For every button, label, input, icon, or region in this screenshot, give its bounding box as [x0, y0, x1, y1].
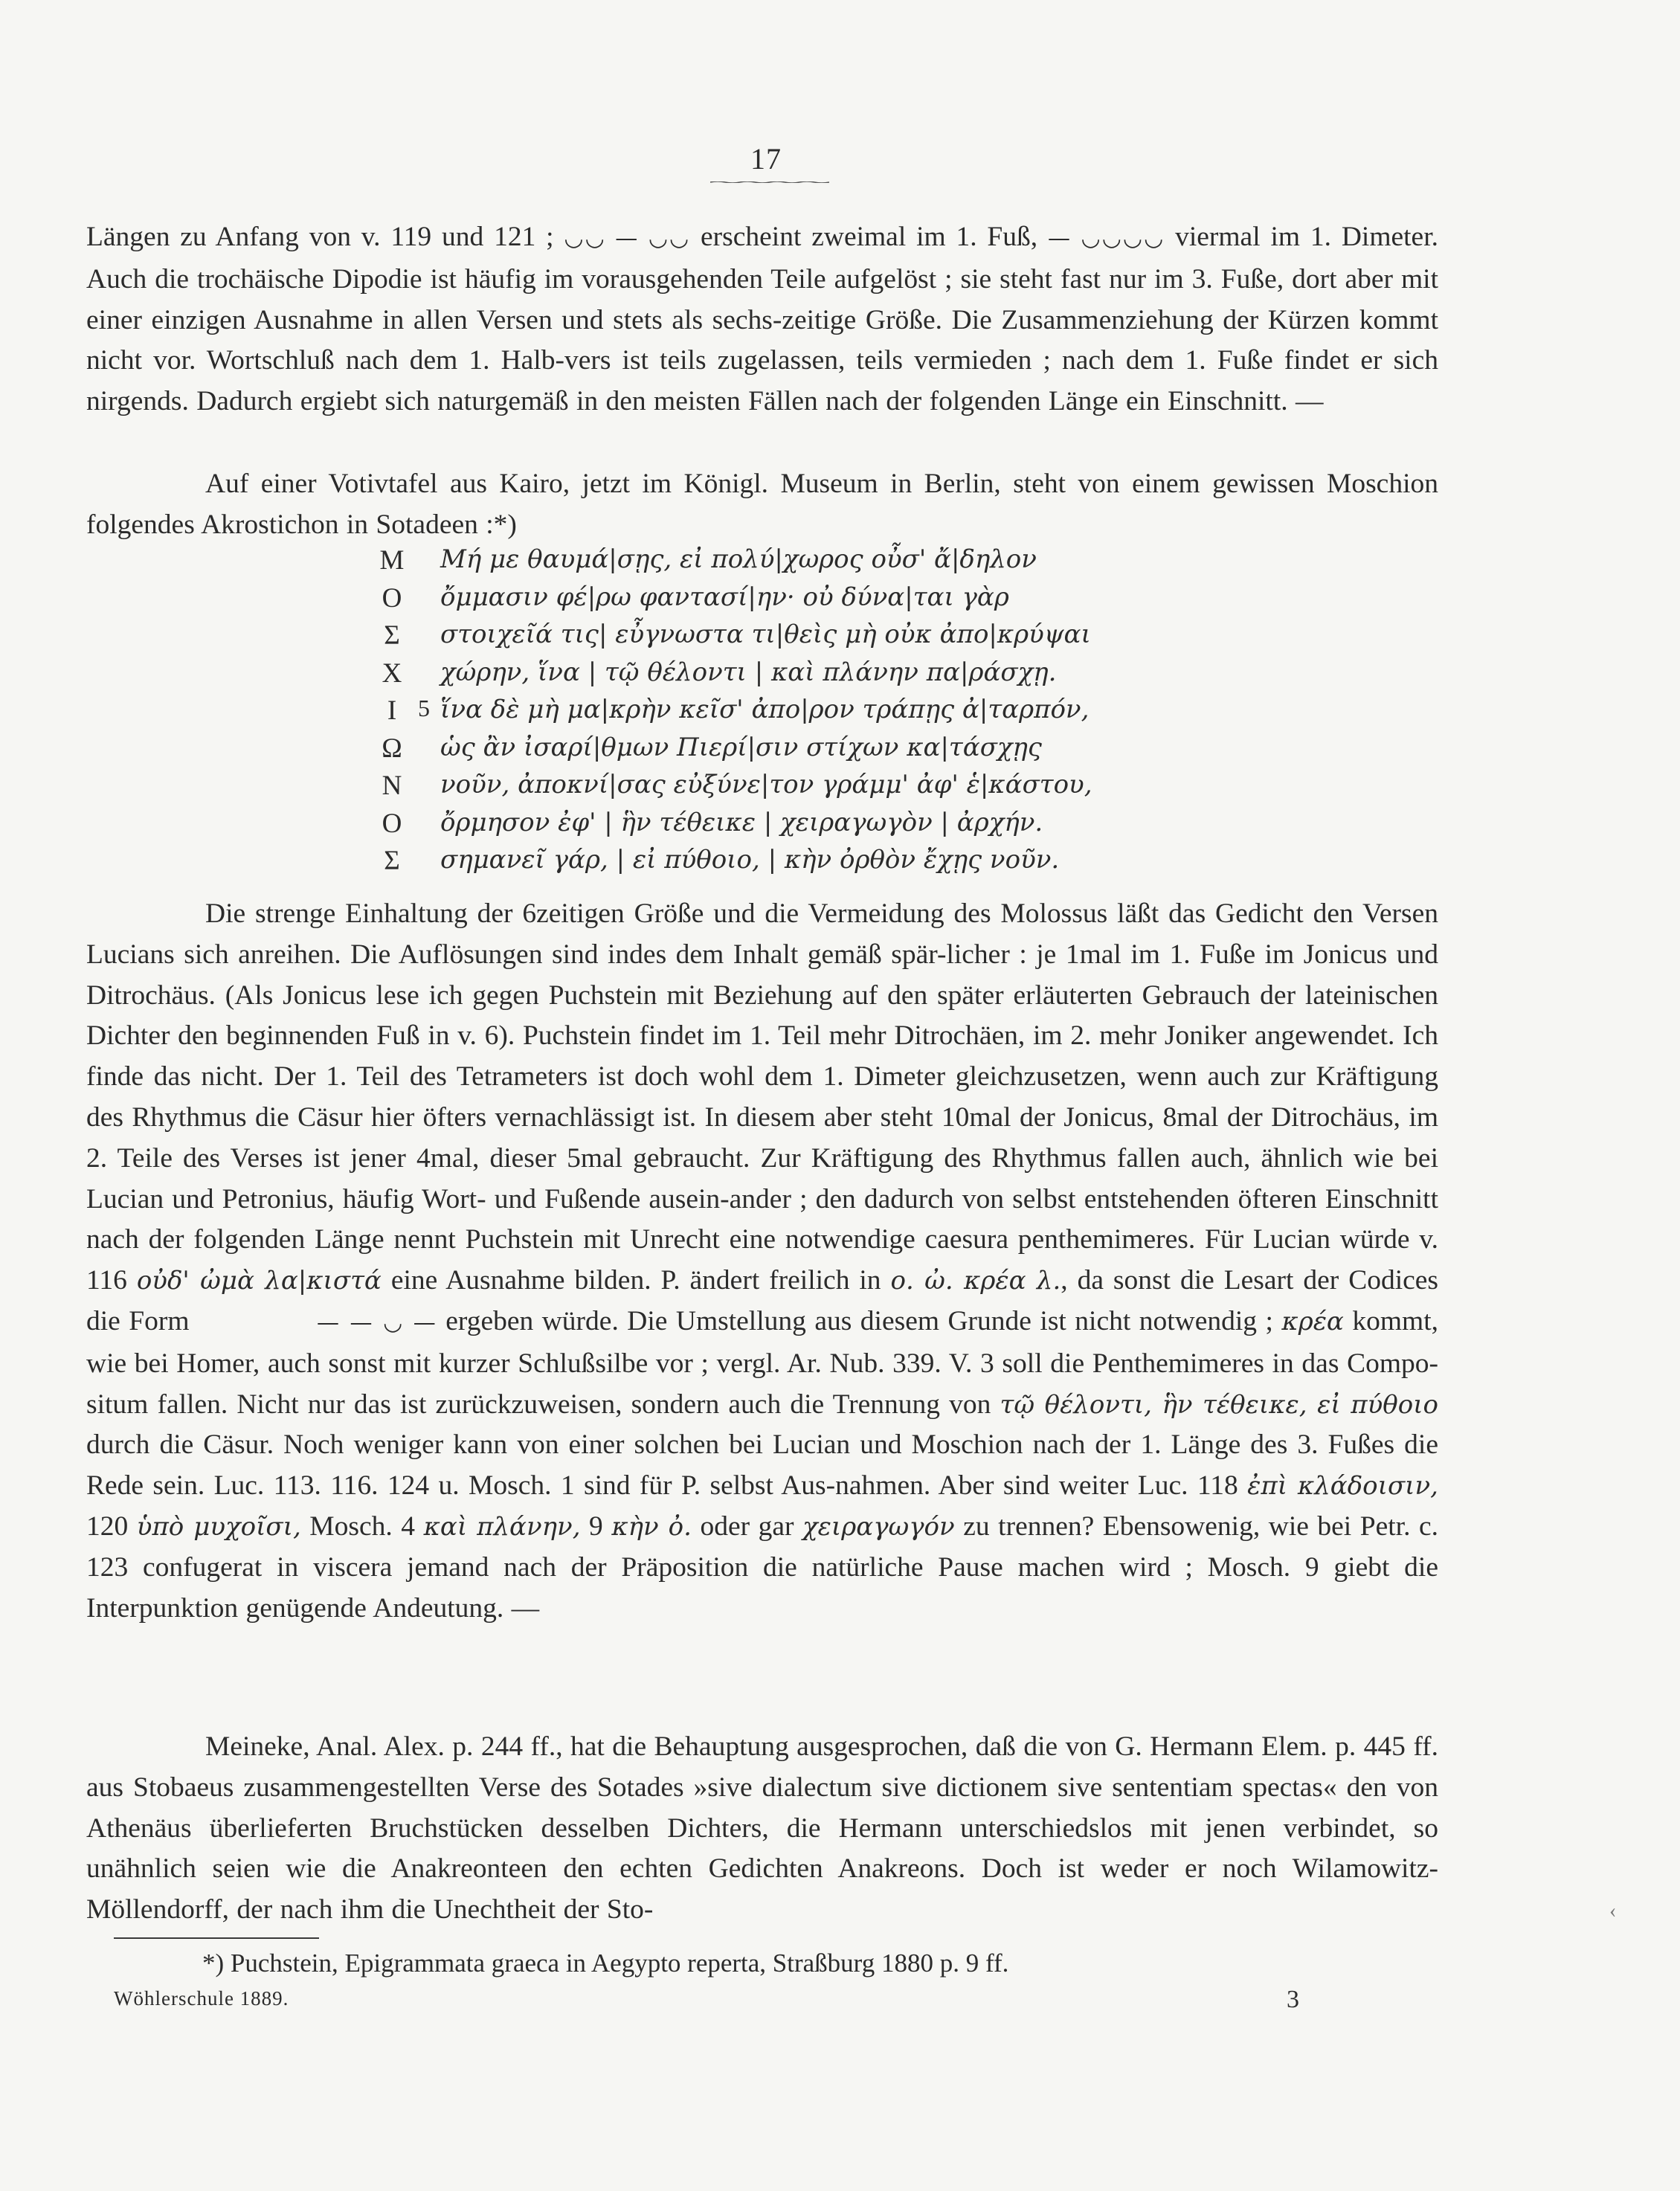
greek-quote: τῷ θέλοντι, ἣν τέθεικε, εἰ πύθοιο [1000, 1389, 1438, 1420]
text-run: , da sonst die Lesart der Codices die Form [86, 1265, 1439, 1336]
acrostic-letter: Σ [384, 846, 400, 876]
poem-line [379, 657, 1331, 695]
text-run: Die strenge Einhaltung der 6zeitigen Größe und die Vermeidung des Molossus läßt das Gedicht den Versen Lucians sich anreihen. Die Auflösungen sind indes dem Inhalt gemäß spär-licher : je 1mal im 1. Fuße im Jonicus und Ditrochäus. (Als Jonicus lese ich gegen Puchstein mit Beziehung auf den später erläuterten Gebrauch der lateinischen Dichter den beginnenden Fuß in v. 6). Puchstein findet im 1. Teil mehr Ditrochäen, im 2. mehr Joniker angewendet. Ich finde das nicht. Der 1. Teil des Tetrameters ist doch wohl dem 1. Dimeter gleichzusetzen, wenn auch zur Kräftigung des Rhythmus die Cäsur hier öfters vernachlässigt ist. In diesem aber steht 10mal der Jonicus, 8mal der Ditrochäus, im 2. Teile des Verses ist jener 4mal, dieser 5mal gebraucht. Zur Kräftigung des Rhythmus fallen auch, ähnlich wie bei Lucian und Petronius, häufig Wort- und Fußende ausein-ander ; den dadurch von selbst entstehenden öfteren Einschnitt nach der folgenden Länge nennt Puchstein mit Unrecht eine notwendige caesura penthemimeres. Für Lucian würde v. 116 [86, 898, 1438, 1296]
meineke-text: Meineke, Anal. Alex. p. 244 ff., hat die Behauptung ausgesprochen, daß die von G. Hermann Elem. p. 445 ff. aus Stobaeus zusammengestellten Verse des Sotades »sive dialectum sive dictionem sive sententiam spectas« den von Athenäus überlieferten Bruchstücken desselben Dichters, die Hermann unterschiedslos mit jenen verbindet, so unähnlich seien wie die Anakreonteen den echten Gedichten Anakreons. Doch ist weder er noch Wilamowitz-Möllendorff, der nach ihm die Unechtheit der Sto- [86, 1731, 1438, 1925]
footer-school: Wöhlerschule 1889. [114, 1987, 289, 2010]
text-run: 9 [580, 1510, 612, 1542]
meter-symbol: — — ◡ — [317, 1309, 437, 1336]
verse-text: ὄμμασιν φέ|ρω φαντασί|ην· οὐ δύνα|ται γὰρ [440, 582, 1009, 612]
text-run: 120 [86, 1510, 137, 1542]
signature-mark: 3 [1287, 1986, 1299, 2013]
poem-line [379, 620, 1331, 657]
acrostic-letter: O [382, 808, 402, 839]
paragraph-meter [86, 217, 1438, 422]
text-run: erscheint zweimal im 1. Fuß, [690, 222, 1048, 252]
paragraph-meineke [86, 1727, 1438, 1931]
acrostic-letter: N [382, 770, 402, 801]
verse-text: ὡς ἂν ἰσαρί|θμων Πιερί|σιν στίχων κα|τάσχῃς [440, 732, 1042, 762]
greek-quote: οὐδ' ὠμὰ λα|κιστά [136, 1266, 382, 1296]
margin-mark: ‹ [1609, 1899, 1617, 1923]
greek-quote: κὴν ὀ. [611, 1511, 692, 1542]
text-run: ergeben würde. Die Umstellung aus diesem Grunde ist nicht notwendig ; [437, 1305, 1282, 1336]
text-run: kommt, wie bei Homer, auch sonst mit kurzer Schlußsilbe vor ; vergl. Ar. Nub. 339. V. 3 soll die Penthemimeres in das Compo-situm fallen. Nicht nur das ist zurückzuweisen, sondern auch die Trennung von [86, 1305, 1438, 1420]
greek-quote: ο. ὠ. κρέα λ. [890, 1266, 1061, 1296]
intro-text: Auf einer Votivtafel aus Kairo, jetzt im Königl. Museum in Berlin, steht von einem gewissen Moschion folgendes Akrostichon in Sotadeen :*) [86, 469, 1438, 540]
poem-line [379, 845, 1331, 883]
acrostic-letter: I [387, 695, 397, 726]
greek-quote: χειραγωγόν [802, 1511, 955, 1542]
paragraph-intro [86, 464, 1438, 546]
poem-line [379, 808, 1331, 846]
meter-symbol: — ◡◡◡◡ [1048, 225, 1165, 251]
page-number-underline [710, 181, 829, 183]
meter-symbol: ◡◡ — ◡◡ [564, 225, 691, 251]
verse-text: χώρην, ἵνα | τῷ θέλοντι | καὶ πλάνην πα|ράσχῃ. [440, 657, 1057, 687]
text-run: eine Ausnahme bilden. P. ändert freilich in [381, 1265, 891, 1296]
acrostic-letter: O [382, 582, 402, 614]
greek-quote: ὑπὸ μυχοῖσι, [136, 1511, 301, 1542]
poem-line [379, 695, 1331, 733]
text-run: oder gar [691, 1510, 803, 1542]
acrostic-letter: Ω [382, 733, 402, 764]
greek-quote: ἐπὶ κλάδοισιν, [1247, 1471, 1438, 1502]
verse-text: στοιχεῖά τις| εὖγνωστα τι|θεὶς μὴ οὐκ ἀπο|κρύψαι [440, 620, 1091, 649]
poem-line [379, 582, 1331, 620]
verse-text: ἵνα δὲ μὴ μα|κρὴν κεῖσ' ἀπο|ρον τράπῃς ἀ|ταρπόν, [440, 695, 1090, 724]
poem-line [379, 770, 1331, 808]
text-run: zu trennen? Ebensowenig, wie bei Petr. c. 123 confugerat in viscera jemand nach der Präposition die natürliche Pause machen wird ; Mosch. 9 giebt die Interpunktion genügende Andeutung. — [86, 1510, 1439, 1624]
verse-text: Μή με θαυμά|σῃς, εἰ πολύ|χωρος οὖσ' ἄ|δηλον [440, 544, 1037, 574]
verse-text: σημανεῖ γάρ, | εἰ πύθοιο, | κὴν ὀρθὸν ἔχῃς νοῦν. [440, 845, 1060, 875]
text-run: durch die Cäsur. Noch weniger kann von einer solchen bei Lucian und Moschion nach der 1. Länge des 3. Fußes die Rede sein. Luc. 113. 116. 124 u. Mosch. 1 sind für P. selbst Aus-nahmen. Aber sind weiter Luc. 118 [86, 1429, 1438, 1502]
acrostic-poem [379, 544, 1331, 883]
page-number: 17 [750, 142, 782, 176]
acrostic-letter: Σ [384, 620, 400, 651]
poem-line [379, 733, 1331, 770]
footnote: *) Puchstein, Epigrammata graeca in Aegypto reperta, Straßburg 1880 p. 9 ff. [202, 1949, 1009, 1978]
greek-quote: κρέα [1281, 1306, 1344, 1336]
line-number: 5 [418, 695, 430, 721]
acrostic-letter: X [382, 657, 402, 689]
poem-line [379, 544, 1331, 582]
paragraph-analysis [86, 894, 1438, 1629]
footnote-rule [114, 1937, 319, 1939]
text-run: viermal im 1. Dimeter. Auch die trochäische Dipodie ist häufig im vorausgehenden Teile aufgelöst ; sie steht fast nur im 3. Fuße, dort aber mit einer einzigen Ausnahme in allen Versen und stets als sechs-zeitige Größe. Die Zusammenziehung der Kürzen kommt nicht vor. Wortschluß nach dem 1. Halb-vers ist teils zugelassen, teils vermieden ; nach dem 1. Fuße findet er sich nirgends. Dadurch ergiebt sich naturgemäß in den meisten Fällen nach der folgenden Länge ein Einschnitt. — [86, 222, 1438, 417]
text-run: Längen zu Anfang von v. 119 und 121 ; [86, 222, 564, 252]
text-run: Mosch. 4 [300, 1510, 424, 1542]
verse-text: ὄρμησον ἐφ' | ἣν τέθεικε | χειραγωγὸν | ἀρχήν. [440, 807, 1043, 837]
verse-text: νοῦν, ἀποκνί|σας εὐξύνε|τον γράμμ' ἀφ' ἑ|κάστου, [440, 770, 1092, 799]
greek-quote: καὶ πλάνην, [423, 1511, 581, 1542]
acrostic-letter: M [379, 545, 405, 576]
